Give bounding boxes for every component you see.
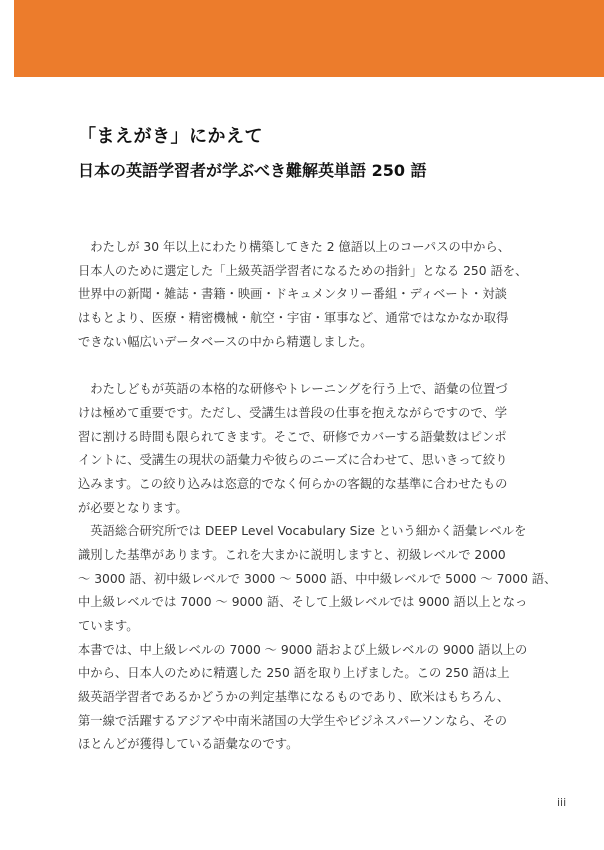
- text-line: ～ 3000 語、初中級レベルで 3000 ～ 5000 語、中中級レベルで 5000 ～ 7000 語、: [78, 571, 557, 586]
- header-color-band: [14, 0, 604, 77]
- text-line: イントに、受講生の現状の語彙力や彼らのニーズに合わせて、思いきって絞り: [78, 453, 508, 468]
- text-line: が必要となります。: [78, 500, 188, 515]
- text-line: 識別した基準があります。これを大まかに説明しますと、初級レベルで 2000: [78, 547, 506, 562]
- page-subtitle: 日本の英語学習者が学ぶべき難解英単語 250 語: [78, 161, 427, 180]
- text-line: 英語総合研究所では DEEP Level Vocabulary Size という細かく語彙レベルを: [78, 524, 527, 539]
- page-number: iii: [557, 796, 567, 809]
- text-line: 習に割ける時間も限られてきます。そこで、研修でカバーする語彙数はピンポ: [78, 429, 507, 444]
- paragraph-4: [78, 639, 548, 757]
- body-text: [78, 236, 557, 757]
- paragraph-1: [78, 236, 548, 354]
- text-line: 本書では、中上級レベルの 7000 ～ 9000 語および上級レベルの 9000 語以上の: [78, 642, 528, 657]
- text-line: わたしどもが英語の本格的な研修やトレーニングを行う上で、語彙の位置づ: [78, 382, 508, 397]
- text-line: 中から、日本人のために精選した 250 語を取り上げました。この 250 語は上: [78, 666, 510, 681]
- text-line: 込みます。この絞り込みは恣意的でなく何らかの客観的な基準に合わせたもの: [78, 476, 508, 491]
- text-line: 世界中の新聞・雑誌・書籍・映画・ドキュメンタリー番組・ディベート・対談: [78, 287, 507, 302]
- paragraph-3: [78, 520, 557, 638]
- text-line: はもとより、医療・精密機械・航空・宇宙・軍事など、通常ではなかなか取得: [78, 311, 509, 326]
- paragraph-2: [78, 378, 548, 520]
- text-line: わたしが 30 年以上にわたり構築してきた 2 億語以上のコーパスの中から、: [78, 240, 510, 254]
- paragraph-spacer: [78, 354, 548, 378]
- text-line: 第一線で活躍するアジアや中南米諸国の大学生やビジネスパーソンなら、その: [78, 713, 508, 728]
- text-line: 日本人のために選定した「上級英語学習者になるための指針」となる 250 語を、: [78, 263, 528, 278]
- text-line: ほとんどが獲得している語彙なのです。: [78, 737, 299, 752]
- text-line: けは極めて重要です。ただし、受講生は普段の仕事を抱えながらですので、学: [78, 405, 508, 420]
- page-title: 「まえがき」にかえて: [78, 126, 263, 147]
- text-line: ています。: [78, 619, 139, 633]
- text-line: 級英語学習者であるかどうかの判定基準になるものであり、欧米はもちろん、: [78, 690, 510, 705]
- text-line: 中上級レベルでは 7000 ～ 9000 語、そして上級レベルでは 9000 語以上となっ: [78, 595, 528, 610]
- text-line: できない幅広いデータベースの中から精選しました。: [78, 334, 373, 349]
